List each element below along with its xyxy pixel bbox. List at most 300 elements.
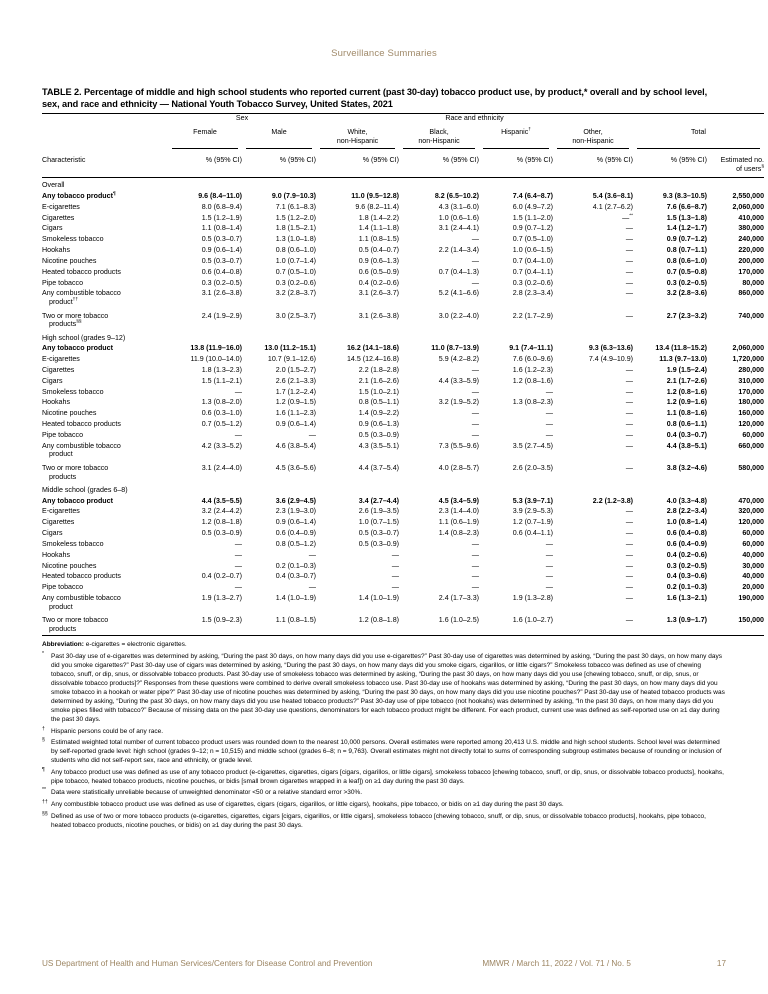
cell-other: —: [625, 409, 634, 418]
cell-female: 8.0 (6.8–9.4): [201, 202, 242, 211]
cell-total: 1.6 (1.3–2.1): [666, 594, 708, 603]
cell-other: —: [625, 561, 634, 570]
cell-other: —: [625, 365, 634, 374]
cell-male: 4.6 (3.8–5.4): [275, 441, 317, 450]
cell-black: 3.0 (2.2–4.0): [438, 311, 480, 320]
cell-characteristic: Nicotine pouches: [42, 561, 97, 570]
cell-male: 0.8 (0.6–1.0): [275, 246, 317, 255]
cell-characteristic: Cigars: [42, 224, 63, 233]
footnote-item: [42, 767, 726, 787]
cell-characteristic: Any tobacco product: [42, 496, 113, 505]
header-hispanic: Hispanic†: [501, 128, 531, 137]
cell-black: —: [471, 387, 480, 396]
cell-other: 7.4 (4.9–10.9): [588, 355, 634, 364]
cell-estimated-users: 190,000: [738, 594, 765, 603]
unit-female: % (95% CI): [168, 153, 242, 177]
cell-hispanic: 0.7 (0.5–1.0): [512, 235, 554, 244]
cell-other: —: [625, 507, 634, 516]
cell-male: —: [308, 583, 317, 592]
cell-hispanic: 0.7 (0.4–1.0): [512, 256, 554, 265]
cell-characteristic: Any tobacco product¶: [42, 191, 116, 200]
cell-black: 4.3 (3.1–6.0): [438, 202, 480, 211]
cell-white: —: [391, 550, 400, 559]
cell-male: 0.9 (0.6–1.4): [275, 518, 317, 527]
cell-characteristic: Any tobacco product: [42, 344, 113, 353]
cell-male: 0.4 (0.3–0.7): [275, 572, 317, 581]
cell-female: 1.9 (1.3–2.7): [201, 594, 242, 603]
cell-characteristic: Two or more tobacco products§§: [42, 311, 109, 329]
cell-total: 1.1 (0.8–1.6): [666, 409, 708, 418]
cell-estimated-users: 40,000: [742, 550, 765, 559]
footer-citation: MMWR / March 11, 2022 / Vol. 71 / No. 5: [482, 959, 631, 968]
cell-characteristic: Two or more tobacco products: [42, 464, 109, 481]
table-row: [42, 550, 764, 561]
unit-white: % (95% CI): [316, 153, 399, 177]
cell-white: 1.1 (0.8–1.5): [358, 235, 400, 244]
cell-other: 5.4 (3.6–8.1): [592, 192, 634, 200]
cell-characteristic: E-cigarettes: [42, 507, 80, 516]
cell-other: —: [625, 529, 634, 538]
table-row: [42, 387, 764, 398]
cell-male: 0.6 (0.4–0.9): [275, 529, 317, 538]
cell-total: 0.9 (0.7–1.2): [666, 235, 708, 244]
cell-total: 0.4 (0.3–0.7): [666, 430, 708, 439]
cell-estimated-users: 60,000: [742, 430, 765, 439]
cell-black: 2.2 (1.4–3.4): [438, 246, 480, 255]
cell-total: 11.3 (9.7–13.0): [659, 355, 708, 364]
cell-white: 0.6 (0.5–0.9): [358, 267, 400, 276]
footnote-text: Any tobacco product use was defined as use of any tobacco product (e-cigarettes, cigarettes, cigars [cigars, cigarillos, or little cigars], smokeless tobacco [chewing tobacco, snuff, or dip, snus, or dissolvable tobacco products], hookahs, pipe tobacco, heated tobacco products, nicotine pouches, or bidis [small brown cigarettes wrapped in a leaf]) on ≥1 day during the past 30 days.: [51, 769, 724, 785]
cell-estimated-users: 580,000: [738, 464, 765, 473]
footnote-abbreviation-text: e-cigarettes = electronic cigarettes.: [83, 640, 187, 648]
cell-total: 1.2 (0.9–1.6): [666, 398, 708, 407]
cell-estimated-users: 660,000: [738, 441, 765, 450]
cell-estimated-users: 60,000: [742, 539, 765, 548]
cell-female: 9.6 (8.4–11.0): [198, 192, 242, 200]
footnote-marker: *: [42, 651, 44, 658]
footnote-text: Hispanic persons could be of any race.: [51, 727, 164, 735]
header-blank-4: [42, 128, 168, 148]
cell-black: —: [471, 539, 480, 548]
cell-female: 0.6 (0.3–1.0): [201, 409, 242, 418]
table-head: [42, 114, 764, 177]
header-male: Male: [271, 128, 287, 137]
cell-characteristic: Pipe tobacco: [42, 430, 84, 439]
cell-female: 0.5 (0.3–0.9): [201, 529, 242, 538]
cell-black: —: [471, 365, 480, 374]
cell-male: 1.2 (0.9–1.5): [275, 398, 317, 407]
cell-female: 1.2 (0.8–1.8): [201, 518, 242, 527]
cell-characteristic: Hookahs: [42, 246, 70, 255]
cell-characteristic: Cigarettes: [42, 518, 75, 527]
cell-female: 0.7 (0.5–1.2): [201, 420, 242, 429]
cell-total: 0.2 (0.1–0.3): [666, 583, 708, 592]
cell-white: 4.3 (3.5–5.1): [358, 441, 400, 450]
table-row: [42, 267, 764, 278]
header-female: Female: [193, 128, 217, 137]
cell-hispanic: 1.2 (0.8–1.6): [512, 376, 554, 385]
cell-male: 1.4 (1.0–1.9): [275, 594, 317, 603]
header-other-nonhispanic: Other, non-Hispanic: [572, 128, 614, 146]
cell-white: 0.5 (0.4–0.7): [358, 246, 400, 255]
cell-characteristic: Cigarettes: [42, 213, 75, 222]
section-label: Overall: [42, 181, 65, 190]
table-row: [42, 460, 764, 482]
table-row: [42, 354, 764, 365]
cell-black: —: [471, 583, 480, 592]
cell-hispanic: 0.6 (0.4–1.1): [512, 529, 554, 538]
cell-male: 1.3 (1.0–1.8): [275, 235, 317, 244]
cell-male: 3.2 (2.8–3.7): [275, 289, 317, 298]
cell-female: 3.2 (2.4–4.2): [201, 507, 242, 516]
cell-hispanic: 0.7 (0.4–1.1): [512, 267, 554, 276]
header-blank-1: [42, 114, 168, 124]
table-row: [42, 365, 764, 376]
cell-estimated-users: 170,000: [738, 267, 765, 276]
cell-estimated-users: 170,000: [738, 387, 765, 396]
cell-total: 9.3 (8.3–10.5): [662, 192, 708, 200]
cell-total: 0.4 (0.2–0.6): [666, 550, 708, 559]
cell-female: —: [234, 583, 242, 592]
cell-hispanic: 7.6 (6.0–9.6): [512, 355, 554, 364]
cell-total: 1.2 (0.8–1.6): [666, 387, 708, 396]
cell-estimated-users: 30,000: [742, 561, 765, 570]
cell-other: —: [625, 289, 634, 298]
cell-white: 11.0 (9.5–12.8): [351, 192, 400, 200]
cell-characteristic: Nicotine pouches: [42, 256, 97, 265]
cell-male: 10.7 (9.1–12.6): [267, 355, 317, 364]
footnote-item: [42, 799, 726, 810]
cell-characteristic: Two or more tobacco products: [42, 612, 168, 635]
cell-hispanic: —: [545, 387, 554, 396]
cell-male: —: [308, 430, 317, 439]
cell-hispanic: 1.5 (1.1–2.0): [512, 213, 554, 222]
cell-characteristic: Smokeless tobacco: [42, 387, 104, 396]
cell-white: 16.2 (14.1–18.6): [346, 344, 400, 353]
footnote-item: [42, 811, 726, 831]
cell-estimated-users: 180,000: [738, 398, 765, 407]
cell-estimated-users: 740,000: [738, 311, 765, 320]
header-group-row: [42, 114, 764, 124]
cell-hispanic: 1.0 (0.6–1.5): [512, 246, 554, 255]
cell-black: 1.0 (0.6–1.6): [438, 213, 480, 222]
cell-total: 4.4 (3.8–5.1): [666, 441, 708, 450]
cell-female: 2.4 (1.9–2.9): [201, 311, 242, 320]
cell-black: 4.4 (3.3–5.9): [438, 376, 480, 385]
cell-black: 11.0 (8.7–13.9): [431, 344, 480, 353]
cell-female: 1.8 (1.3–2.3): [201, 365, 242, 374]
cell-hispanic: 9.1 (7.4–11.1): [509, 344, 554, 353]
cell-estimated-users: 40,000: [742, 572, 765, 581]
cell-male: 0.3 (0.2–0.6): [275, 278, 317, 287]
cell-black: 2.4 (1.7–3.3): [438, 594, 480, 603]
cell-white: 1.4 (1.0–1.9): [358, 594, 400, 603]
header-subcolumn-row: [42, 128, 764, 148]
cell-estimated-users: 200,000: [738, 256, 765, 265]
table-row: [42, 441, 764, 460]
cell-other: —: [625, 441, 634, 450]
cell-female: 0.6 (0.4–0.8): [201, 267, 242, 276]
cell-white: 0.9 (0.6–1.3): [358, 256, 400, 265]
cell-total: 1.4 (1.2–1.7): [666, 224, 708, 233]
cell-other: —: [625, 430, 634, 439]
cell-female: 3.1 (2.4–4.0): [201, 464, 242, 473]
table-row: [42, 288, 764, 307]
cell-estimated-users: 310,000: [738, 376, 765, 385]
cell-total: 3.2 (2.8–3.6): [666, 289, 708, 298]
cell-other: —: [625, 539, 634, 548]
cell-male: 0.7 (0.5–1.0): [275, 267, 317, 276]
footnote-item: [42, 787, 726, 798]
page-footer: [42, 959, 726, 968]
cell-white: 3.1 (2.6–3.7): [358, 289, 400, 298]
cell-hispanic: 0.3 (0.2–0.6): [512, 278, 554, 287]
table-row: [42, 191, 764, 202]
cell-male: —: [308, 550, 317, 559]
table-row: [42, 419, 764, 430]
cell-male: 7.1 (6.1–8.3): [275, 202, 317, 211]
cell-estimated-users: 120,000: [738, 420, 765, 429]
cell-white: 0.8 (0.5–1.1): [358, 398, 400, 407]
cell-other: —: [625, 594, 634, 603]
cell-estimated-users: 320,000: [738, 507, 765, 516]
cell-other: —: [625, 267, 634, 276]
table-row: [42, 343, 764, 354]
cell-estimated-users: 220,000: [738, 246, 765, 255]
section-label: High school (grades 9–12): [42, 333, 126, 342]
cell-male: 13.0 (11.2–15.1): [264, 344, 317, 353]
cell-female: —: [234, 561, 242, 570]
cell-total: 3.8 (3.2–4.6): [666, 464, 708, 473]
cell-estimated-users: 380,000: [738, 224, 765, 233]
cell-white: 3.4 (2.7–4.4): [358, 496, 400, 505]
section-label-row: [42, 330, 764, 343]
cell-hispanic: —: [545, 583, 554, 592]
cell-male: 1.7 (1.2–2.4): [275, 387, 317, 396]
cell-male: 0.9 (0.6–1.4): [275, 420, 317, 429]
table-row: [42, 256, 764, 267]
cell-hispanic: —: [545, 539, 554, 548]
cell-hispanic: 1.2 (0.7–1.9): [512, 518, 554, 527]
cell-male: 2.6 (2.1–3.3): [275, 376, 317, 385]
footnote-text: Data were statistically unreliable because of unweighted denominator <50 or a relative standard error >30%.: [51, 789, 363, 797]
cell-female: —: [234, 539, 242, 548]
cell-total: 2.7 (2.3–3.2): [666, 311, 708, 320]
header-black-nonhispanic: Black, non-Hispanic: [418, 128, 460, 146]
cell-black: 4.0 (2.8–5.7): [438, 464, 480, 473]
unit-other: % (95% CI): [553, 153, 633, 177]
cell-total: 1.5 (1.3–1.8): [666, 213, 708, 222]
unit-black: % (95% CI): [399, 153, 479, 177]
footnote-item: [42, 651, 726, 725]
cell-black: 5.2 (4.1–6.6): [438, 289, 480, 298]
cell-characteristic: Cigars: [42, 529, 63, 538]
cell-male: 9.0 (7.9–10.3): [271, 192, 317, 200]
cell-male: 1.0 (0.7–1.4): [275, 256, 317, 265]
cell-white: 3.1 (2.6–3.8): [358, 311, 400, 320]
cell-estimated-users: 860,000: [738, 289, 765, 298]
cell-hispanic: 3.9 (2.9–5.3): [512, 507, 554, 516]
cell-hispanic: 2.8 (2.3–3.4): [512, 289, 554, 298]
cell-characteristic: Heated tobacco products: [42, 420, 121, 429]
cell-other: —: [625, 550, 634, 559]
cell-other: —: [625, 398, 634, 407]
table-row: [42, 376, 764, 387]
cell-white: 1.2 (0.8–1.8): [316, 612, 399, 635]
section-label-row: [42, 177, 764, 191]
cell-estimated-users: 2,550,000: [732, 192, 765, 200]
cell-black: 1.4 (0.8–2.3): [438, 529, 480, 538]
cell-estimated-users: 20,000: [742, 583, 765, 592]
cell-characteristic: Heated tobacco products: [42, 267, 121, 276]
cell-characteristic: Cigars: [42, 376, 63, 385]
cell-total: 0.7 (0.5–0.8): [666, 267, 708, 276]
table-title: [42, 86, 726, 110]
cell-total: 0.8 (0.6–1.0): [666, 256, 708, 265]
cell-characteristic: Pipe tobacco: [42, 278, 84, 287]
cell-black: 8.2 (6.5–10.2): [434, 192, 480, 200]
footnote-marker: †: [42, 725, 45, 732]
cell-hispanic: 7.4 (6.4–8.7): [512, 192, 554, 200]
cell-estimated-users: 1,720,000: [732, 355, 765, 364]
cell-estimated-users: 150,000: [707, 612, 764, 635]
cell-total: 0.6 (0.4–0.8): [666, 529, 708, 538]
cell-female: 3.1 (2.6–3.8): [201, 289, 242, 298]
tobacco-use-table: [42, 113, 764, 635]
cell-female: 4.2 (3.3–5.2): [201, 441, 242, 450]
cell-black: 1.6 (1.0–2.5): [399, 612, 479, 635]
cell-total: 1.3 (0.9–1.7): [633, 612, 707, 635]
cell-black: —: [471, 550, 480, 559]
table-row: [42, 308, 764, 330]
cell-total: 0.8 (0.7–1.1): [666, 246, 708, 255]
cell-total: 0.8 (0.6–1.1): [666, 420, 708, 429]
cell-estimated-users: 470,000: [738, 496, 765, 505]
table-row: [42, 528, 764, 539]
cell-female: 11.9 (10.0–14.0): [190, 355, 242, 364]
header-characteristic: Characteristic: [42, 153, 168, 177]
cell-hispanic: 1.9 (1.3–2.8): [512, 594, 554, 603]
cell-female: 1.1 (0.8–1.4): [201, 224, 242, 233]
table-row: [42, 213, 764, 224]
cell-white: 2.6 (1.9–3.5): [358, 507, 400, 516]
cell-characteristic: Hookahs: [42, 398, 70, 407]
cell-other: 2.2 (1.2–3.8): [592, 496, 634, 505]
table-row: [42, 234, 764, 245]
cell-estimated-users: 2,060,000: [732, 202, 765, 211]
cell-male: 1.6 (1.1–2.3): [275, 409, 317, 418]
cell-estimated-users: 410,000: [738, 213, 765, 222]
cell-female: —: [234, 430, 242, 439]
cell-black: —: [471, 256, 480, 265]
cell-white: 1.4 (0.9–2.2): [358, 409, 400, 418]
footnote-text: Any combustible tobacco product use was defined as use of cigarettes, cigars (cigars, cigarillos, or little cigars), hookahs, pipe tobacco, or bidis on ≥1 day during the past 30 days.: [51, 801, 564, 809]
footer-agency: US Department of Health and Human Services/Centers for Disease Control and Prevention: [42, 959, 373, 968]
cell-other: —: [625, 235, 634, 244]
cell-estimated-users: 160,000: [738, 409, 765, 418]
cell-male: 1.1 (0.8–1.5): [242, 612, 316, 635]
header-total: Total: [691, 128, 706, 137]
cell-characteristic: Hookahs: [42, 550, 70, 559]
cell-characteristic: Pipe tobacco: [42, 583, 84, 592]
cell-black: 7.3 (5.5–9.6): [438, 441, 480, 450]
unit-total: % (95% CI): [633, 153, 707, 177]
cell-characteristic: Cigarettes: [42, 365, 75, 374]
cell-female: 1.5 (0.9–2.3): [168, 612, 242, 635]
cell-black: 1.1 (0.6–1.9): [438, 518, 480, 527]
cell-hispanic: 6.0 (4.9–7.2): [512, 202, 554, 211]
cell-other: —: [625, 420, 634, 429]
header-unit-row: [42, 153, 764, 177]
cell-estimated-users: 280,000: [738, 365, 765, 374]
cell-total: 1.9 (1.5–2.4): [666, 365, 708, 374]
cell-female: 0.4 (0.2–0.7): [201, 572, 242, 581]
cell-other: —: [625, 572, 634, 581]
cell-black: 4.5 (3.4–5.9): [438, 496, 480, 505]
footnote-marker: **: [42, 787, 46, 794]
cell-other: —: [625, 224, 634, 233]
footnote-marker: ††: [42, 799, 48, 806]
footnote-abbreviation: [42, 641, 726, 650]
cell-hispanic: 1.6 (1.2–2.3): [512, 365, 554, 374]
cell-male: 0.2 (0.1–0.3): [275, 561, 317, 570]
cell-female: 0.9 (0.6–1.4): [201, 246, 242, 255]
cell-black: —: [471, 420, 480, 429]
unit-male: % (95% CI): [242, 153, 316, 177]
footnote-item: [42, 737, 726, 766]
cell-estimated-users: 2,060,000: [732, 344, 765, 353]
cell-black: —: [471, 561, 480, 570]
cell-hispanic: 5.3 (3.9–7.1): [512, 496, 554, 505]
cell-white: 2.1 (1.6–2.6): [358, 376, 400, 385]
table-row: [42, 496, 764, 507]
cell-total: 2.1 (1.7–2.6): [666, 376, 708, 385]
cell-white: 0.4 (0.2–0.6): [358, 278, 400, 287]
cell-estimated-users: 240,000: [738, 235, 765, 244]
cell-characteristic: Any combustible tobacco product: [42, 594, 121, 611]
cell-male: 1.5 (1.2–2.0): [275, 213, 317, 222]
cell-total: 4.0 (3.3–4.8): [666, 496, 708, 505]
cell-white: 4.4 (3.7–5.4): [358, 464, 400, 473]
cell-other: —: [625, 518, 634, 527]
cell-other: —: [625, 246, 634, 255]
table-row: [42, 560, 764, 571]
footnote-item: [42, 726, 726, 737]
cell-female: 0.5 (0.3–0.7): [201, 256, 242, 265]
cell-characteristic: Any combustible tobacco product: [42, 441, 121, 459]
table-row: [42, 506, 764, 517]
table-title-text: TABLE 2. Percentage of middle and high school students who reported current (past 30-day) tobacco product use, by product,* overall and by school level, sex, and race and ethnicity — National Youth Tobacco Survey, United States, 2021: [42, 87, 708, 110]
cell-other: 4.1 (2.7–6.2): [592, 202, 634, 211]
table-row: [42, 571, 764, 582]
cell-hispanic: 1.3 (0.8–2.3): [512, 398, 554, 407]
cell-hispanic: —: [545, 420, 554, 429]
cell-hispanic: —: [545, 409, 554, 418]
cell-hispanic: 2.6 (2.0–3.5): [512, 464, 554, 473]
table-row: [42, 245, 764, 256]
cell-white: 1.4 (1.1–1.8): [358, 224, 400, 233]
table-row: [42, 223, 764, 234]
unit-estimated-users: Estimated no. of users§: [707, 153, 764, 177]
cell-white: 1.0 (0.7–1.5): [358, 518, 400, 527]
header-white-nonhispanic: White, non-Hispanic: [336, 128, 379, 146]
table-row: [42, 539, 764, 550]
cell-hispanic: —: [545, 550, 554, 559]
cell-white: 14.5 (12.4–16.8): [346, 355, 400, 364]
cell-total: 2.8 (2.2–3.4): [666, 507, 708, 516]
cell-other: —: [625, 376, 634, 385]
cell-female: 1.5 (1.2–1.9): [201, 213, 242, 222]
